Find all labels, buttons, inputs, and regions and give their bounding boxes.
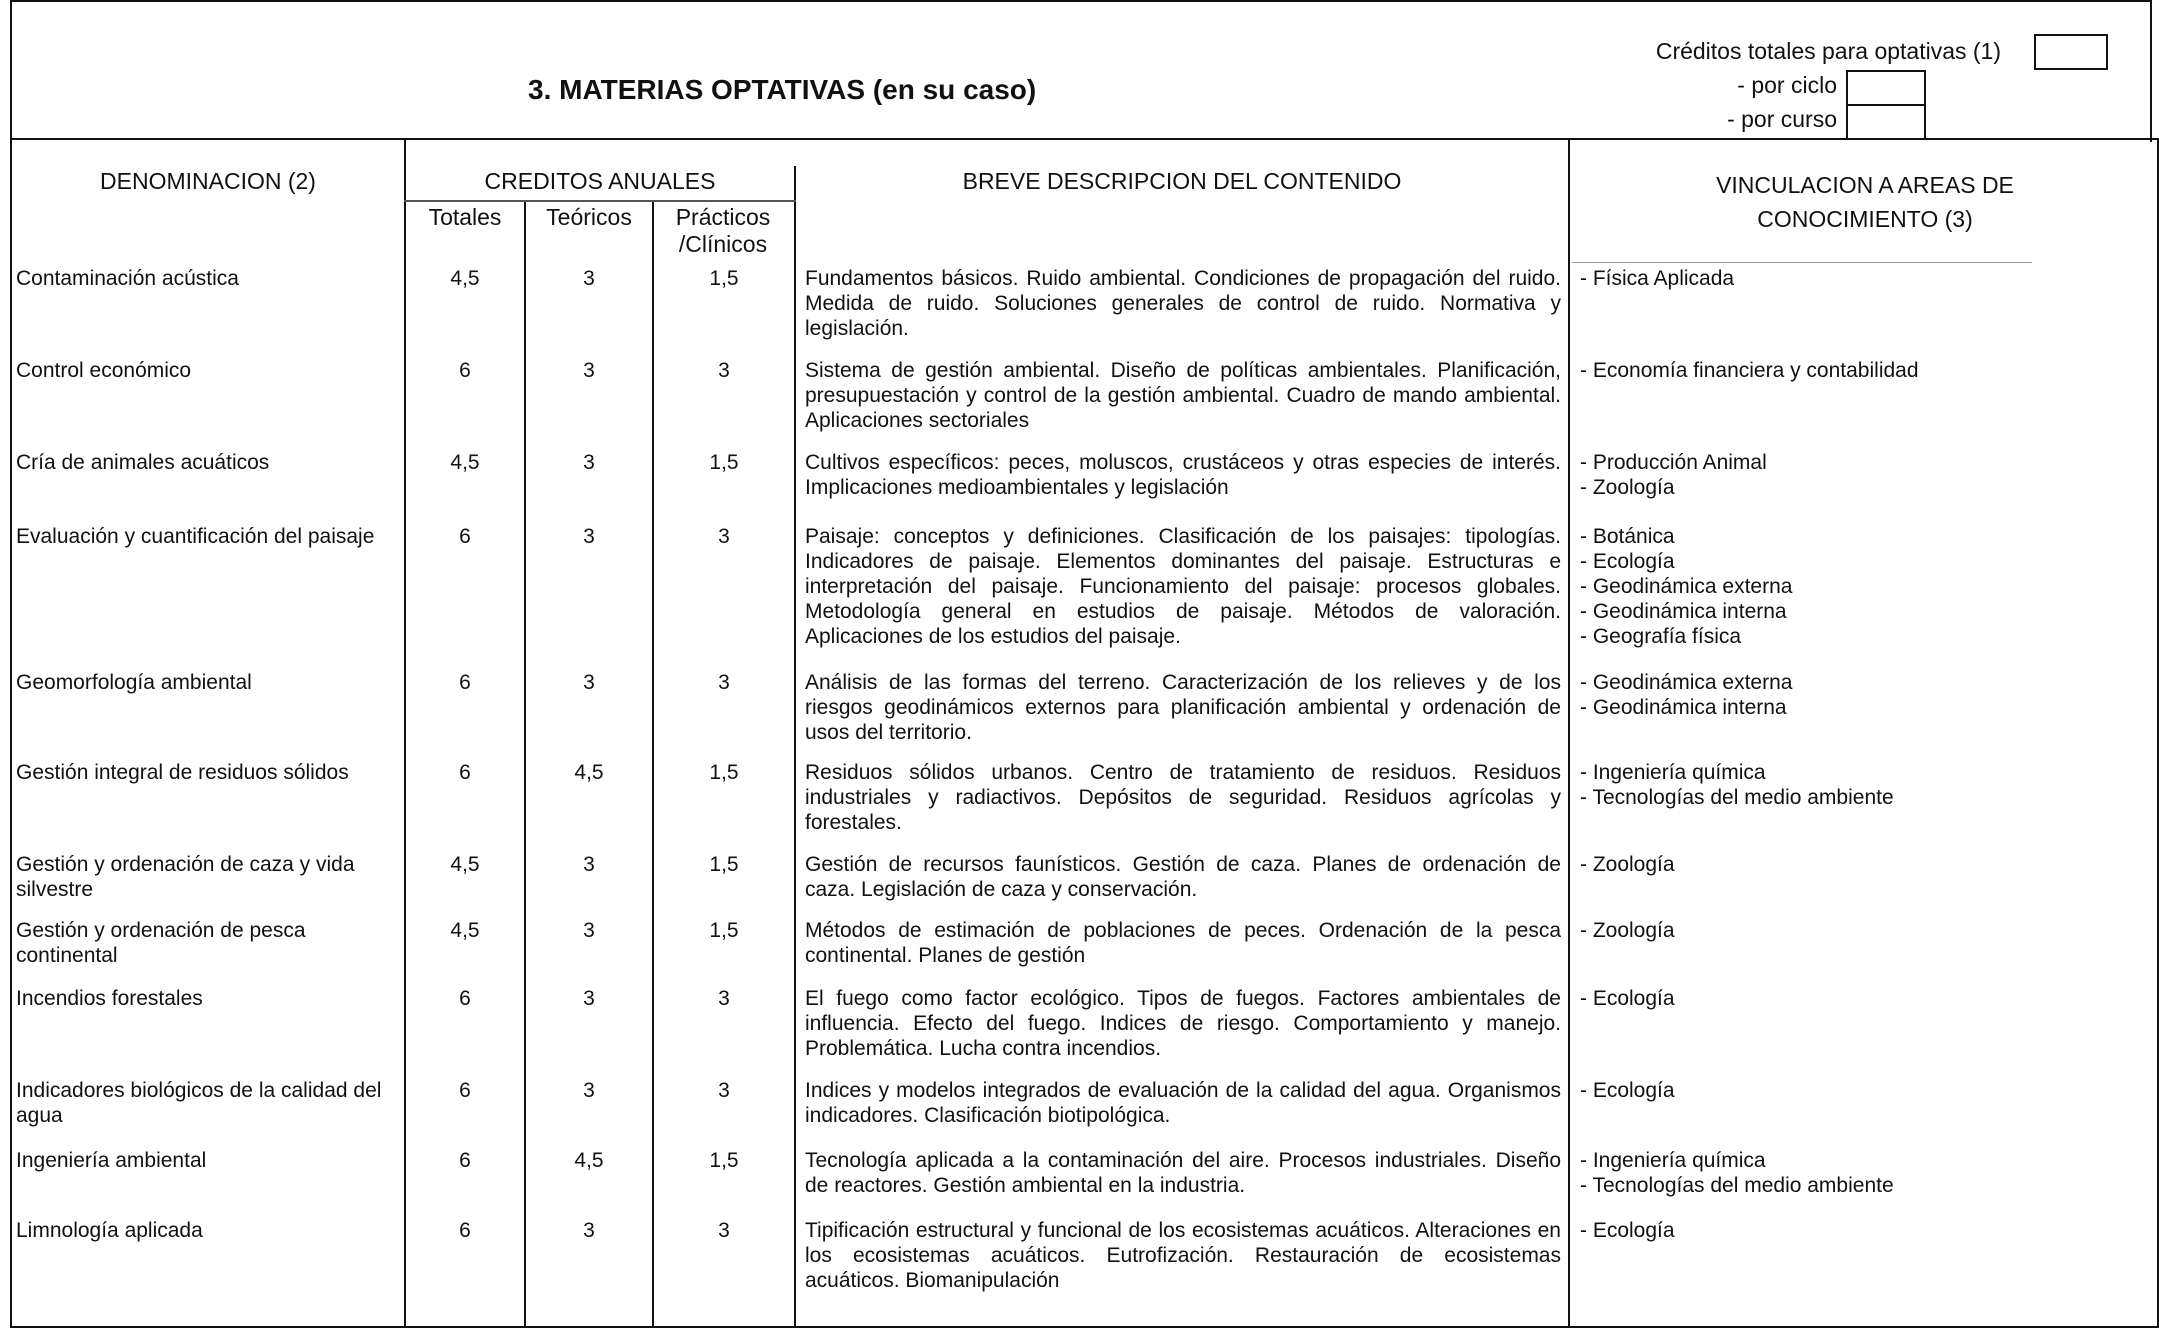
row-descripcion: Métodos de estimación de poblaciones de peces. Ordenación de la pesca continental. Planes de gestión [805, 919, 1561, 967]
row-teoricos: 3 [583, 853, 595, 876]
row-practicos: 1,5 [709, 853, 739, 876]
area-item: - Tecnologías del medio ambiente [1580, 1174, 1894, 1197]
row-descripcion: Cultivos específicos: peces, moluscos, crustáceos y otras especies de interés. Implicaciones medioambientales y legislación [805, 451, 1561, 499]
row-totales: 4,5 [450, 451, 480, 474]
row-denominacion: Ingeniería ambiental [16, 1149, 207, 1172]
row-denominacion: Indicadores biológicos de la calidad del agua [16, 1079, 382, 1127]
row-teoricos: 3 [583, 451, 595, 474]
row-areas [1580, 918, 2140, 943]
row-denominacion: Gestión y ordenación de caza y vida silvestre [16, 853, 355, 901]
row-descripcion: Análisis de las formas del terreno. Caracterización de los relieves y de los riesgos geodinámicos externos para planificación ambiental y ordenación de usos del territorio. [805, 671, 1561, 744]
por-curso-label: - por curso [1727, 106, 1837, 132]
row-practicos: 1,5 [709, 451, 739, 474]
row-areas [1580, 760, 2140, 810]
col-header-creditos-anuales: CREDITOS ANUALES [484, 168, 716, 194]
row-descripcion: Indices y modelos integrados de evaluación de la calidad del agua. Organismos indicadores. Clasificación biotipológica. [805, 1079, 1561, 1127]
row-denominacion: Contaminación acústica [16, 267, 239, 290]
row-practicos: 1,5 [709, 761, 739, 784]
area-item: - Geodinámica interna [1580, 696, 1787, 719]
row-practicos: 1,5 [709, 919, 739, 942]
col-divider-5 [1568, 140, 1570, 1328]
row-denominacion: Limnología aplicada [16, 1219, 203, 1242]
row-denominacion: Gestión integral de residuos sólidos [16, 761, 349, 784]
row-descripcion: Tipificación estructural y funcional de los ecosistemas acuáticos. Alteraciones en los ecosistemas acuáticos. Eutrofización. Restauración de ecosistemas acuáticos. Biomanipulación [805, 1219, 1561, 1292]
row-practicos: 3 [718, 1219, 730, 1242]
row-teoricos: 3 [583, 267, 595, 290]
row-practicos: 3 [718, 987, 730, 1010]
por-ciclo-label: - por ciclo [1737, 72, 1837, 98]
creditos-totales-label: Créditos totales para optativas (1) [1655, 38, 2001, 64]
row-teoricos: 4,5 [574, 1149, 604, 1172]
area-item: - Geodinámica interna [1580, 600, 1787, 623]
area-item: - Botánica [1580, 525, 1675, 548]
area-item: - Ecología [1580, 987, 1675, 1010]
row-descripcion: Gestión de recursos faunísticos. Gestión de caza. Planes de ordenación de caza. Legislación de caza y conservación. [805, 853, 1561, 901]
vinculacion-header-rule [1572, 262, 2032, 263]
area-item: - Zoología [1580, 853, 1675, 876]
row-areas [1580, 1218, 2140, 1243]
row-totales: 4,5 [450, 267, 480, 290]
row-areas [1580, 852, 2140, 877]
creditos-underline [404, 200, 796, 202]
area-item: - Ingeniería química [1580, 1149, 1766, 1172]
area-item: - Ingeniería química [1580, 761, 1766, 784]
col-divider-4 [794, 166, 796, 1328]
col-header-vinculacion: VINCULACION A AREAS DE CONOCIMIENTO (3) [1716, 172, 2014, 232]
area-item: - Ecología [1580, 550, 1675, 573]
col-header-practicos: Prácticos /Clínicos [675, 204, 771, 257]
area-item: - Ecología [1580, 1219, 1675, 1242]
row-practicos: 3 [718, 525, 730, 548]
row-practicos: 3 [718, 671, 730, 694]
area-item: - Zoología [1580, 919, 1675, 942]
row-denominacion: Control económico [16, 359, 192, 382]
area-item: - Geodinámica externa [1580, 575, 1793, 598]
row-denominacion: Evaluación y cuantificación del paisaje [16, 525, 375, 548]
area-item: - Ecología [1580, 1079, 1675, 1102]
row-areas [1580, 266, 2140, 291]
row-denominacion: Incendios forestales [16, 987, 203, 1010]
area-item: - Economía financiera y contabilidad [1580, 359, 1919, 382]
row-totales: 6 [459, 1149, 471, 1172]
row-totales: 6 [459, 359, 471, 382]
row-teoricos: 3 [583, 1079, 595, 1102]
col-header-descripcion: BREVE DESCRIPCION DEL CONTENIDO [962, 168, 1402, 194]
row-areas [1580, 1148, 2140, 1198]
row-teoricos: 3 [583, 919, 595, 942]
row-teoricos: 3 [583, 359, 595, 382]
row-totales: 6 [459, 671, 471, 694]
area-item: - Zoología [1580, 476, 1675, 499]
area-item: - Tecnologías del medio ambiente [1580, 786, 1894, 809]
row-totales: 4,5 [450, 919, 480, 942]
row-descripcion: Tecnología aplicada a la contaminación del aire. Procesos industriales. Diseño de reactores. Gestión ambiental en la industria. [805, 1149, 1561, 1197]
row-areas [1580, 986, 2140, 1011]
row-descripcion: Residuos sólidos urbanos. Centro de tratamiento de residuos. Residuos industriales y radiactivos. Depósitos de seguridad. Residuos agrícolas y forestales. [805, 761, 1561, 834]
por-ciclo-box[interactable] [1846, 70, 1926, 106]
row-teoricos: 3 [583, 525, 595, 548]
row-areas [1580, 524, 2140, 649]
row-descripcion: Sistema de gestión ambiental. Diseño de políticas ambientales. Planificación, presupuestación y control de la gestión ambiental. Cuadro de mando ambiental. Aplicaciones sectoriales [805, 359, 1561, 432]
row-practicos: 3 [718, 359, 730, 382]
row-denominacion: Gestión y ordenación de pesca continental [16, 919, 306, 967]
creditos-totales-box[interactable] [2034, 34, 2108, 70]
area-item: - Geodinámica externa [1580, 671, 1793, 694]
row-practicos: 3 [718, 1079, 730, 1102]
row-totales: 6 [459, 987, 471, 1010]
row-totales: 6 [459, 1079, 471, 1102]
row-denominacion: Geomorfología ambiental [16, 671, 252, 694]
row-descripcion: Fundamentos básicos. Ruido ambiental. Condiciones de propagación del ruido. Medida de ruido. Soluciones generales de control de ruido. Normativa y legislación. [805, 267, 1561, 340]
por-curso-box[interactable] [1846, 104, 1926, 140]
row-practicos: 1,5 [709, 267, 739, 290]
col-header-totales: Totales [428, 204, 502, 230]
col-header-denominacion: DENOMINACION (2) [100, 168, 316, 194]
row-areas [1580, 450, 2140, 500]
area-item: - Producción Animal [1580, 451, 1767, 474]
area-item: - Física Aplicada [1580, 267, 1735, 290]
row-descripcion: El fuego como factor ecológico. Tipos de fuegos. Factores ambientales de influencia. Efecto del fuego. Indices de riesgo. Comportamiento y manejo. Problemática. Lucha contra incendios. [805, 987, 1561, 1060]
row-totales: 6 [459, 761, 471, 784]
row-teoricos: 3 [583, 671, 595, 694]
area-item: - Geografía física [1580, 625, 1742, 648]
row-practicos: 1,5 [709, 1149, 739, 1172]
row-areas [1580, 670, 2140, 720]
col-header-teoricos: Teóricos [546, 204, 632, 230]
row-teoricos: 3 [583, 987, 595, 1010]
row-areas [1580, 1078, 2140, 1103]
row-areas [1580, 358, 2140, 383]
page-title: 3. MATERIAS OPTATIVAS (en su caso) [528, 74, 1037, 105]
row-teoricos: 3 [583, 1219, 595, 1242]
row-denominacion: Cría de animales acuáticos [16, 451, 270, 474]
row-totales: 4,5 [450, 853, 480, 876]
row-totales: 6 [459, 525, 471, 548]
row-teoricos: 4,5 [574, 761, 604, 784]
row-descripcion: Paisaje: conceptos y definiciones. Clasificación de los paisajes: tipologías. Indicadores de paisaje. Elementos dominantes del paisaje. Estructuras e interpretación del paisaje. Funcionamiento del paisaje: procesos globales. Metodología general en estudios de paisaje. Métodos de valoración. Aplicaciones de los estudios del paisaje. [805, 525, 1561, 648]
row-totales: 6 [459, 1219, 471, 1242]
